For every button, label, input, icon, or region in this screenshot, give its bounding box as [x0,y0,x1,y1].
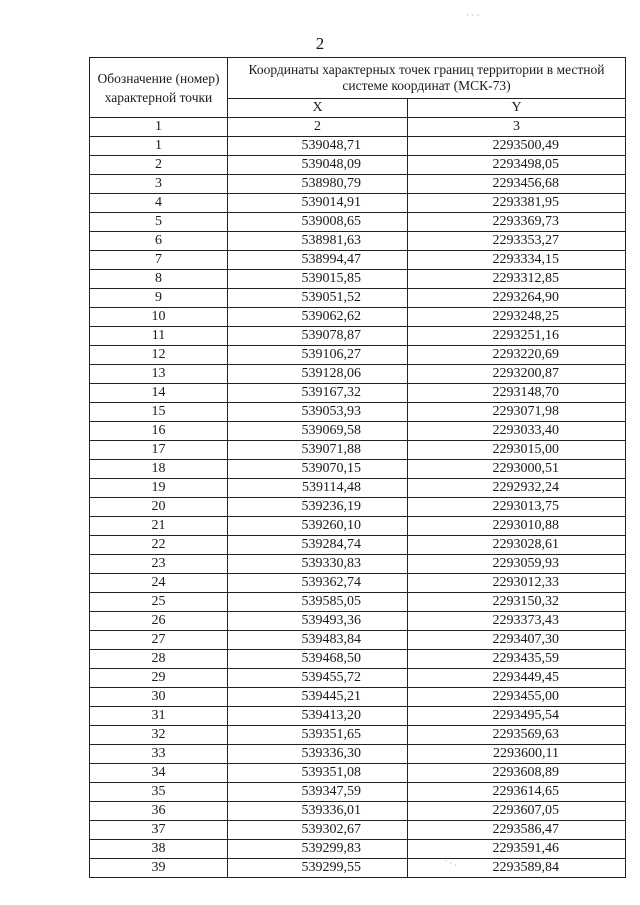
y-coordinate-cell: 2293456,68 [408,175,626,194]
x-coordinate-cell: 539062,62 [228,308,408,327]
x-coordinate-cell: 539167,32 [228,384,408,403]
table-row [90,175,626,194]
x-coordinate-cell: 539299,55 [228,859,408,878]
x-coordinate-cell: 539071,88 [228,441,408,460]
table-row [90,764,626,783]
point-number-cell: 23 [90,555,228,574]
table-row [90,156,626,175]
x-coordinate-cell: 539493,36 [228,612,408,631]
column-number-2: 2 [228,118,408,137]
point-number-cell: 24 [90,574,228,593]
table-row [90,631,626,650]
y-coordinate-cell: 2293312,85 [408,270,626,289]
point-number-cell: 32 [90,726,228,745]
y-coordinate-cell: 2293012,33 [408,574,626,593]
x-coordinate-cell: 539069,58 [228,422,408,441]
x-coordinate-cell: 539106,27 [228,346,408,365]
point-number-cell: 21 [90,517,228,536]
scan-speck: · · · [442,855,459,871]
header-point-designation: Обозначение (номер) характерной точки [90,58,228,118]
x-coordinate-cell: 538981,63 [228,232,408,251]
point-number-cell: 38 [90,840,228,859]
y-coordinate-cell: 2293220,69 [408,346,626,365]
table-row [90,270,626,289]
point-number-cell: 8 [90,270,228,289]
table-row [90,365,626,384]
page-number: 2 [315,34,325,53]
table-row [90,460,626,479]
y-coordinate-cell: 2293435,59 [408,650,626,669]
x-coordinate-cell: 539284,74 [228,536,408,555]
table-row [90,441,626,460]
point-number-cell: 31 [90,707,228,726]
point-number-cell: 29 [90,669,228,688]
y-coordinate-cell: 2293614,65 [408,783,626,802]
table-row [90,707,626,726]
x-coordinate-cell: 539330,83 [228,555,408,574]
table-row [90,194,626,213]
x-coordinate-cell: 539299,83 [228,840,408,859]
table-row [90,384,626,403]
point-number-cell: 7 [90,251,228,270]
x-coordinate-cell: 539048,71 [228,137,408,156]
y-coordinate-cell: 2293449,45 [408,669,626,688]
point-number-cell: 28 [90,650,228,669]
x-coordinate-cell: 539455,72 [228,669,408,688]
header-x: X [228,99,408,118]
x-coordinate-cell: 539445,21 [228,688,408,707]
point-number-cell: 6 [90,232,228,251]
table-row [90,669,626,688]
x-coordinate-cell: 539236,19 [228,498,408,517]
x-coordinate-cell: 539336,01 [228,802,408,821]
x-coordinate-cell: 539128,06 [228,365,408,384]
y-coordinate-cell: 2293500,49 [408,137,626,156]
x-coordinate-cell: 539078,87 [228,327,408,346]
table-row [90,137,626,156]
point-number-cell: 20 [90,498,228,517]
y-coordinate-cell: 2293608,89 [408,764,626,783]
column-number-1: 1 [90,118,228,137]
y-coordinate-cell: 2293586,47 [408,821,626,840]
x-coordinate-cell: 539014,91 [228,194,408,213]
y-coordinate-cell: 2293148,70 [408,384,626,403]
y-coordinate-cell: 2293589,84 [408,859,626,878]
y-coordinate-cell: 2293495,54 [408,707,626,726]
y-coordinate-cell: 2293028,61 [408,536,626,555]
y-coordinate-cell: 2293407,30 [408,631,626,650]
table-row [90,726,626,745]
point-number-cell: 37 [90,821,228,840]
point-number-cell: 17 [90,441,228,460]
table-row [90,346,626,365]
x-coordinate-cell: 539053,93 [228,403,408,422]
table-row [90,745,626,764]
x-coordinate-cell: 539008,65 [228,213,408,232]
y-coordinate-cell: 2293498,05 [408,156,626,175]
y-coordinate-cell: 2293369,73 [408,213,626,232]
x-coordinate-cell: 539260,10 [228,517,408,536]
point-number-cell: 34 [90,764,228,783]
table-row [90,308,626,327]
point-number-cell: 2 [90,156,228,175]
column-number-3: 3 [408,118,626,137]
x-coordinate-cell: 539114,48 [228,479,408,498]
y-coordinate-cell: 2293591,46 [408,840,626,859]
table-row [90,422,626,441]
y-coordinate-cell: 2293150,32 [408,593,626,612]
x-coordinate-cell: 539351,08 [228,764,408,783]
x-coordinate-cell: 539051,52 [228,289,408,308]
y-coordinate-cell: 2293264,90 [408,289,626,308]
table-row [90,574,626,593]
y-coordinate-cell: 2293607,05 [408,802,626,821]
point-number-cell: 27 [90,631,228,650]
table-row [90,688,626,707]
table-row [90,612,626,631]
table-row [90,232,626,251]
table-row [90,498,626,517]
table-row [90,802,626,821]
point-number-cell: 1 [90,137,228,156]
table-row [90,327,626,346]
table-row [90,593,626,612]
point-number-cell: 33 [90,745,228,764]
table-row [90,479,626,498]
point-number-cell: 9 [90,289,228,308]
x-coordinate-cell: 539468,50 [228,650,408,669]
y-coordinate-cell: 2293015,00 [408,441,626,460]
table-row [90,650,626,669]
point-number-cell: 19 [90,479,228,498]
x-coordinate-cell: 539070,15 [228,460,408,479]
table-body [90,137,626,878]
y-coordinate-cell: 2293353,27 [408,232,626,251]
point-number-cell: 35 [90,783,228,802]
x-coordinate-cell: 538980,79 [228,175,408,194]
point-number-cell: 18 [90,460,228,479]
x-coordinate-cell: 539413,20 [228,707,408,726]
point-number-cell: 12 [90,346,228,365]
x-coordinate-cell: 538994,47 [228,251,408,270]
y-coordinate-cell: 2293600,11 [408,745,626,764]
x-coordinate-cell: 539302,67 [228,821,408,840]
table-row [90,403,626,422]
point-number-cell: 13 [90,365,228,384]
x-coordinate-cell: 539351,65 [228,726,408,745]
x-coordinate-cell: 539347,59 [228,783,408,802]
header-y: Y [408,99,626,118]
point-number-cell: 5 [90,213,228,232]
y-coordinate-cell: 2293071,98 [408,403,626,422]
x-coordinate-cell: 539048,09 [228,156,408,175]
point-number-cell: 30 [90,688,228,707]
y-coordinate-cell: 2293010,88 [408,517,626,536]
y-coordinate-cell: 2293381,95 [408,194,626,213]
point-number-cell: 25 [90,593,228,612]
y-coordinate-cell: 2293059,93 [408,555,626,574]
table-row [90,783,626,802]
y-coordinate-cell: 2293455,00 [408,688,626,707]
table-row [90,840,626,859]
point-number-cell: 15 [90,403,228,422]
table-row [90,555,626,574]
scan-speck: · · · [466,10,480,20]
table-row [90,517,626,536]
y-coordinate-cell: 2293251,16 [408,327,626,346]
header-coordinates: Координаты характерных точек границ территории в местной системе координат (МСК-73) [228,58,626,99]
point-number-cell: 11 [90,327,228,346]
point-number-cell: 16 [90,422,228,441]
point-number-cell: 22 [90,536,228,555]
table-row [90,821,626,840]
x-coordinate-cell: 539336,30 [228,745,408,764]
point-number-cell: 14 [90,384,228,403]
point-number-cell: 4 [90,194,228,213]
table-row [90,859,626,878]
y-coordinate-cell: 2293000,51 [408,460,626,479]
y-coordinate-cell: 2292932,24 [408,479,626,498]
point-number-cell: 3 [90,175,228,194]
x-coordinate-cell: 539015,85 [228,270,408,289]
y-coordinate-cell: 2293334,15 [408,251,626,270]
table-row [90,536,626,555]
y-coordinate-cell: 2293248,25 [408,308,626,327]
x-coordinate-cell: 539362,74 [228,574,408,593]
y-coordinate-cell: 2293200,87 [408,365,626,384]
point-number-cell: 36 [90,802,228,821]
point-number-cell: 10 [90,308,228,327]
coordinates-table [89,57,626,878]
x-coordinate-cell: 539585,05 [228,593,408,612]
table-row [90,289,626,308]
y-coordinate-cell: 2293373,43 [408,612,626,631]
y-coordinate-cell: 2293033,40 [408,422,626,441]
table-row [90,213,626,232]
x-coordinate-cell: 539483,84 [228,631,408,650]
y-coordinate-cell: 2293013,75 [408,498,626,517]
y-coordinate-cell: 2293569,63 [408,726,626,745]
point-number-cell: 26 [90,612,228,631]
point-number-cell: 39 [90,859,228,878]
table-row [90,251,626,270]
